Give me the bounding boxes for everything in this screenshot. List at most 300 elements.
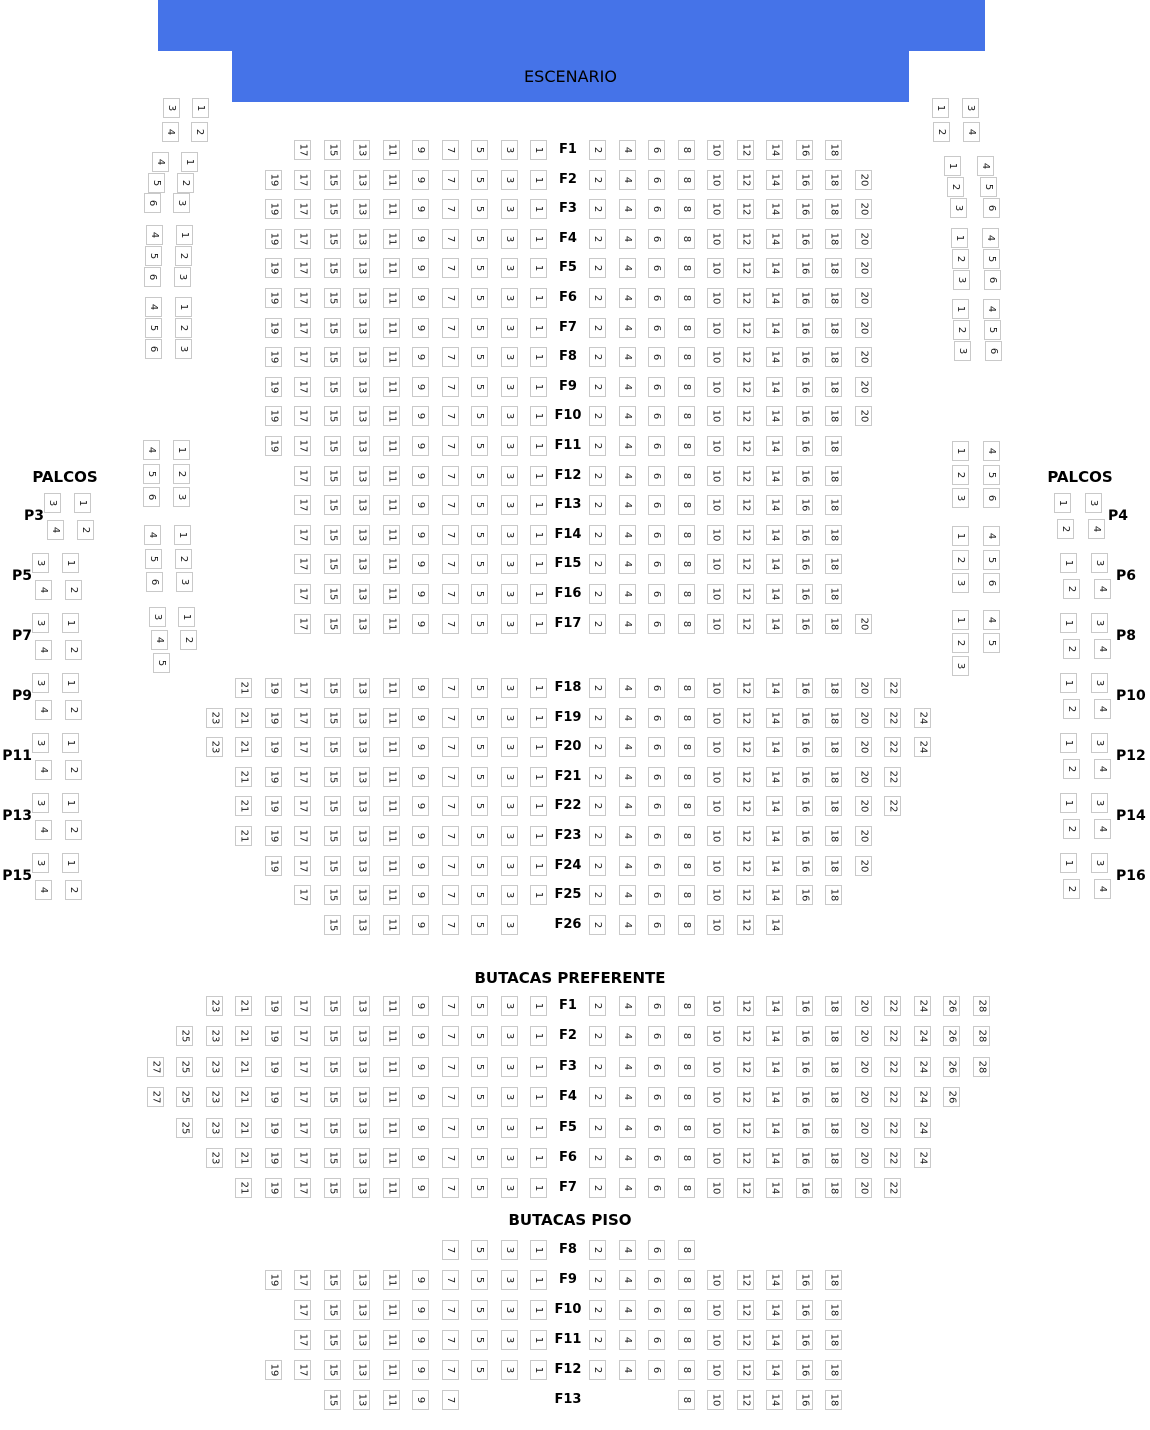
seat[interactable] (501, 495, 518, 515)
seat[interactable] (589, 584, 606, 604)
seat[interactable] (265, 1087, 282, 1107)
seat[interactable] (442, 708, 459, 728)
seat[interactable] (530, 288, 547, 308)
seat[interactable] (707, 885, 724, 905)
seat[interactable] (707, 377, 724, 397)
seat[interactable] (501, 796, 518, 816)
seat[interactable] (294, 1118, 311, 1138)
seat[interactable] (294, 708, 311, 728)
seat[interactable] (177, 173, 194, 193)
seat[interactable] (1063, 579, 1080, 599)
seat[interactable] (530, 199, 547, 219)
seat[interactable] (501, 1178, 518, 1198)
seat[interactable] (471, 737, 488, 757)
seat[interactable] (353, 614, 370, 634)
seat[interactable] (62, 613, 79, 633)
seat[interactable] (766, 466, 783, 486)
seat[interactable] (294, 199, 311, 219)
seat[interactable] (235, 1026, 252, 1046)
seat[interactable] (145, 297, 162, 317)
seat[interactable] (353, 347, 370, 367)
seat[interactable] (737, 708, 754, 728)
seat[interactable] (707, 170, 724, 190)
seat[interactable] (412, 347, 429, 367)
seat[interactable] (412, 436, 429, 456)
seat[interactable] (442, 170, 459, 190)
seat[interactable] (648, 229, 665, 249)
seat[interactable] (766, 436, 783, 456)
seat[interactable] (983, 526, 1000, 546)
seat[interactable] (707, 258, 724, 278)
seat[interactable] (501, 554, 518, 574)
seat[interactable] (589, 1270, 606, 1290)
seat[interactable] (471, 554, 488, 574)
seat[interactable] (471, 347, 488, 367)
seat[interactable] (884, 678, 901, 698)
seat[interactable] (383, 614, 400, 634)
seat[interactable] (1091, 733, 1108, 753)
seat[interactable] (589, 140, 606, 160)
seat[interactable] (353, 856, 370, 876)
seat[interactable] (619, 406, 636, 426)
seat[interactable] (825, 140, 842, 160)
seat[interactable] (796, 288, 813, 308)
seat[interactable] (294, 436, 311, 456)
seat[interactable] (648, 436, 665, 456)
seat[interactable] (678, 554, 695, 574)
seat[interactable] (619, 258, 636, 278)
seat[interactable] (501, 996, 518, 1016)
seat[interactable] (235, 826, 252, 846)
seat[interactable] (412, 1270, 429, 1290)
seat[interactable] (471, 1300, 488, 1320)
seat[interactable] (294, 737, 311, 757)
seat[interactable] (648, 678, 665, 698)
seat[interactable] (707, 708, 724, 728)
seat[interactable] (412, 318, 429, 338)
seat[interactable] (678, 1178, 695, 1198)
seat[interactable] (825, 767, 842, 787)
seat[interactable] (442, 584, 459, 604)
seat[interactable] (471, 996, 488, 1016)
seat[interactable] (530, 170, 547, 190)
seat[interactable] (501, 1240, 518, 1260)
seat[interactable] (471, 614, 488, 634)
seat[interactable] (589, 708, 606, 728)
seat[interactable] (206, 708, 223, 728)
seat[interactable] (65, 880, 82, 900)
seat[interactable] (294, 347, 311, 367)
seat[interactable] (530, 554, 547, 574)
seat[interactable] (175, 246, 192, 266)
seat[interactable] (442, 466, 459, 486)
seat[interactable] (983, 633, 1000, 653)
seat[interactable] (983, 465, 1000, 485)
seat[interactable] (265, 737, 282, 757)
seat[interactable] (766, 1118, 783, 1138)
seat[interactable] (963, 122, 980, 142)
seat[interactable] (62, 673, 79, 693)
seat[interactable] (589, 377, 606, 397)
seat[interactable] (175, 297, 192, 317)
seat[interactable] (442, 347, 459, 367)
seat[interactable] (148, 173, 165, 193)
seat[interactable] (796, 1178, 813, 1198)
seat[interactable] (1057, 519, 1074, 539)
seat[interactable] (530, 1270, 547, 1290)
seat[interactable] (796, 466, 813, 486)
seat[interactable] (294, 318, 311, 338)
seat[interactable] (707, 1118, 724, 1138)
seat[interactable] (294, 1026, 311, 1046)
seat[interactable] (1085, 493, 1102, 513)
seat[interactable] (855, 406, 872, 426)
seat[interactable] (619, 140, 636, 160)
seat[interactable] (471, 466, 488, 486)
seat[interactable] (648, 377, 665, 397)
seat[interactable] (383, 347, 400, 367)
seat[interactable] (707, 1087, 724, 1107)
seat[interactable] (412, 170, 429, 190)
seat[interactable] (884, 1057, 901, 1077)
seat[interactable] (707, 614, 724, 634)
seat[interactable] (984, 320, 1001, 340)
seat[interactable] (383, 885, 400, 905)
seat[interactable] (294, 826, 311, 846)
seat[interactable] (353, 885, 370, 905)
seat[interactable] (442, 525, 459, 545)
seat[interactable] (501, 1057, 518, 1077)
seat[interactable] (191, 122, 208, 142)
seat[interactable] (855, 170, 872, 190)
seat[interactable] (737, 737, 754, 757)
seat[interactable] (383, 377, 400, 397)
seat[interactable] (884, 767, 901, 787)
seat[interactable] (707, 347, 724, 367)
seat[interactable] (294, 1330, 311, 1350)
seat[interactable] (648, 737, 665, 757)
seat[interactable] (294, 1178, 311, 1198)
seat[interactable] (501, 525, 518, 545)
seat[interactable] (707, 1300, 724, 1320)
seat[interactable] (619, 199, 636, 219)
seat[interactable] (32, 613, 49, 633)
seat[interactable] (766, 584, 783, 604)
seat[interactable] (174, 267, 191, 287)
seat[interactable] (294, 767, 311, 787)
seat[interactable] (619, 885, 636, 905)
seat[interactable] (678, 856, 695, 876)
seat[interactable] (589, 915, 606, 935)
seat[interactable] (796, 1360, 813, 1380)
seat[interactable] (442, 436, 459, 456)
seat[interactable] (589, 767, 606, 787)
seat[interactable] (796, 495, 813, 515)
seat[interactable] (796, 1270, 813, 1290)
seat[interactable] (678, 377, 695, 397)
seat[interactable] (589, 856, 606, 876)
seat[interactable] (471, 436, 488, 456)
seat[interactable] (589, 1087, 606, 1107)
seat[interactable] (589, 288, 606, 308)
seat[interactable] (825, 1087, 842, 1107)
seat[interactable] (173, 464, 190, 484)
seat[interactable] (412, 1330, 429, 1350)
seat[interactable] (589, 466, 606, 486)
seat[interactable] (501, 258, 518, 278)
seat[interactable] (471, 199, 488, 219)
seat[interactable] (678, 1330, 695, 1350)
seat[interactable] (501, 584, 518, 604)
seat[interactable] (62, 853, 79, 873)
seat[interactable] (737, 1270, 754, 1290)
seat[interactable] (442, 140, 459, 160)
seat[interactable] (265, 199, 282, 219)
seat[interactable] (1091, 853, 1108, 873)
seat[interactable] (412, 525, 429, 545)
seat[interactable] (766, 1300, 783, 1320)
seat[interactable] (855, 1057, 872, 1077)
seat[interactable] (648, 170, 665, 190)
seat[interactable] (412, 767, 429, 787)
seat[interactable] (412, 1148, 429, 1168)
seat[interactable] (678, 466, 695, 486)
seat[interactable] (707, 796, 724, 816)
seat[interactable] (707, 678, 724, 698)
seat[interactable] (412, 199, 429, 219)
seat[interactable] (324, 1148, 341, 1168)
seat[interactable] (471, 1360, 488, 1380)
seat[interactable] (796, 678, 813, 698)
seat[interactable] (648, 767, 665, 787)
seat[interactable] (796, 1118, 813, 1138)
seat[interactable] (619, 796, 636, 816)
seat[interactable] (589, 1330, 606, 1350)
seat[interactable] (324, 170, 341, 190)
seat[interactable] (383, 1360, 400, 1380)
seat[interactable] (530, 1330, 547, 1350)
seat[interactable] (530, 229, 547, 249)
seat[interactable] (678, 584, 695, 604)
seat[interactable] (707, 288, 724, 308)
seat[interactable] (796, 229, 813, 249)
seat[interactable] (648, 1360, 665, 1380)
seat[interactable] (619, 1057, 636, 1077)
seat[interactable] (265, 856, 282, 876)
seat[interactable] (530, 318, 547, 338)
seat[interactable] (383, 767, 400, 787)
seat[interactable] (32, 553, 49, 573)
seat[interactable] (737, 678, 754, 698)
seat[interactable] (412, 1087, 429, 1107)
seat[interactable] (589, 347, 606, 367)
seat[interactable] (143, 487, 160, 507)
seat[interactable] (619, 347, 636, 367)
seat[interactable] (737, 856, 754, 876)
seat[interactable] (294, 996, 311, 1016)
seat[interactable] (383, 915, 400, 935)
seat[interactable] (678, 229, 695, 249)
seat[interactable] (707, 495, 724, 515)
seat[interactable] (766, 318, 783, 338)
seat[interactable] (294, 288, 311, 308)
seat[interactable] (707, 525, 724, 545)
seat[interactable] (353, 495, 370, 515)
seat[interactable] (707, 1057, 724, 1077)
seat[interactable] (383, 229, 400, 249)
seat[interactable] (471, 495, 488, 515)
seat[interactable] (984, 270, 1001, 290)
seat[interactable] (855, 796, 872, 816)
seat[interactable] (143, 464, 160, 484)
seat[interactable] (914, 1118, 931, 1138)
seat[interactable] (383, 996, 400, 1016)
seat[interactable] (353, 737, 370, 757)
seat[interactable] (648, 288, 665, 308)
seat[interactable] (914, 1087, 931, 1107)
seat[interactable] (235, 1148, 252, 1168)
seat[interactable] (737, 1178, 754, 1198)
seat[interactable] (383, 826, 400, 846)
seat[interactable] (766, 525, 783, 545)
seat[interactable] (324, 466, 341, 486)
seat[interactable] (1060, 853, 1077, 873)
seat[interactable] (501, 885, 518, 905)
seat[interactable] (825, 1270, 842, 1290)
seat[interactable] (1060, 793, 1077, 813)
seat[interactable] (796, 1057, 813, 1077)
seat[interactable] (914, 1057, 931, 1077)
seat[interactable] (175, 549, 192, 569)
seat[interactable] (1063, 759, 1080, 779)
seat[interactable] (678, 406, 695, 426)
seat[interactable] (678, 1087, 695, 1107)
seat[interactable] (589, 826, 606, 846)
seat[interactable] (884, 996, 901, 1016)
seat[interactable] (294, 1087, 311, 1107)
seat[interactable] (383, 525, 400, 545)
seat[interactable] (65, 580, 82, 600)
seat[interactable] (383, 737, 400, 757)
seat[interactable] (412, 614, 429, 634)
seat[interactable] (648, 347, 665, 367)
seat[interactable] (825, 1148, 842, 1168)
seat[interactable] (412, 1057, 429, 1077)
seat[interactable] (383, 1057, 400, 1077)
seat[interactable] (589, 1300, 606, 1320)
seat[interactable] (619, 737, 636, 757)
seat[interactable] (206, 737, 223, 757)
seat[interactable] (530, 996, 547, 1016)
seat[interactable] (589, 796, 606, 816)
seat[interactable] (796, 737, 813, 757)
seat[interactable] (914, 737, 931, 757)
seat[interactable] (412, 885, 429, 905)
seat[interactable] (766, 885, 783, 905)
seat[interactable] (737, 1148, 754, 1168)
seat[interactable] (825, 229, 842, 249)
seat[interactable] (737, 1390, 754, 1410)
seat[interactable] (766, 826, 783, 846)
seat[interactable] (825, 737, 842, 757)
seat[interactable] (383, 258, 400, 278)
seat[interactable] (1094, 699, 1111, 719)
seat[interactable] (648, 318, 665, 338)
seat[interactable] (265, 996, 282, 1016)
seat[interactable] (294, 796, 311, 816)
seat[interactable] (471, 678, 488, 698)
seat[interactable] (32, 793, 49, 813)
seat[interactable] (383, 288, 400, 308)
seat[interactable] (412, 1118, 429, 1138)
seat[interactable] (74, 493, 91, 513)
seat[interactable] (950, 198, 967, 218)
seat[interactable] (589, 318, 606, 338)
seat[interactable] (619, 996, 636, 1016)
seat[interactable] (44, 493, 61, 513)
seat[interactable] (1063, 639, 1080, 659)
seat[interactable] (589, 406, 606, 426)
seat[interactable] (501, 1330, 518, 1350)
seat[interactable] (471, 406, 488, 426)
seat[interactable] (324, 1057, 341, 1077)
seat[interactable] (678, 436, 695, 456)
seat[interactable] (383, 708, 400, 728)
seat[interactable] (442, 915, 459, 935)
seat[interactable] (983, 249, 1000, 269)
seat[interactable] (471, 1270, 488, 1290)
seat[interactable] (825, 1300, 842, 1320)
seat[interactable] (707, 406, 724, 426)
seat[interactable] (265, 377, 282, 397)
seat[interactable] (973, 996, 990, 1016)
seat[interactable] (206, 1118, 223, 1138)
seat[interactable] (884, 1118, 901, 1138)
seat[interactable] (648, 495, 665, 515)
seat[interactable] (619, 915, 636, 935)
seat[interactable] (442, 1118, 459, 1138)
seat[interactable] (324, 318, 341, 338)
seat[interactable] (589, 258, 606, 278)
seat[interactable] (145, 318, 162, 338)
seat[interactable] (619, 1118, 636, 1138)
seat[interactable] (855, 258, 872, 278)
seat[interactable] (324, 436, 341, 456)
seat[interactable] (324, 525, 341, 545)
seat[interactable] (412, 406, 429, 426)
seat[interactable] (442, 1087, 459, 1107)
seat[interactable] (412, 584, 429, 604)
seat[interactable] (442, 318, 459, 338)
seat[interactable] (501, 1360, 518, 1380)
seat[interactable] (678, 1118, 695, 1138)
seat[interactable] (737, 436, 754, 456)
seat[interactable] (265, 796, 282, 816)
seat[interactable] (442, 406, 459, 426)
seat[interactable] (294, 678, 311, 698)
seat[interactable] (265, 1178, 282, 1198)
seat[interactable] (383, 140, 400, 160)
seat[interactable] (796, 554, 813, 574)
seat[interactable] (796, 1300, 813, 1320)
seat[interactable] (353, 1300, 370, 1320)
seat[interactable] (65, 760, 82, 780)
seat[interactable] (294, 525, 311, 545)
seat[interactable] (648, 885, 665, 905)
seat[interactable] (825, 584, 842, 604)
seat[interactable] (176, 225, 193, 245)
seat[interactable] (62, 793, 79, 813)
